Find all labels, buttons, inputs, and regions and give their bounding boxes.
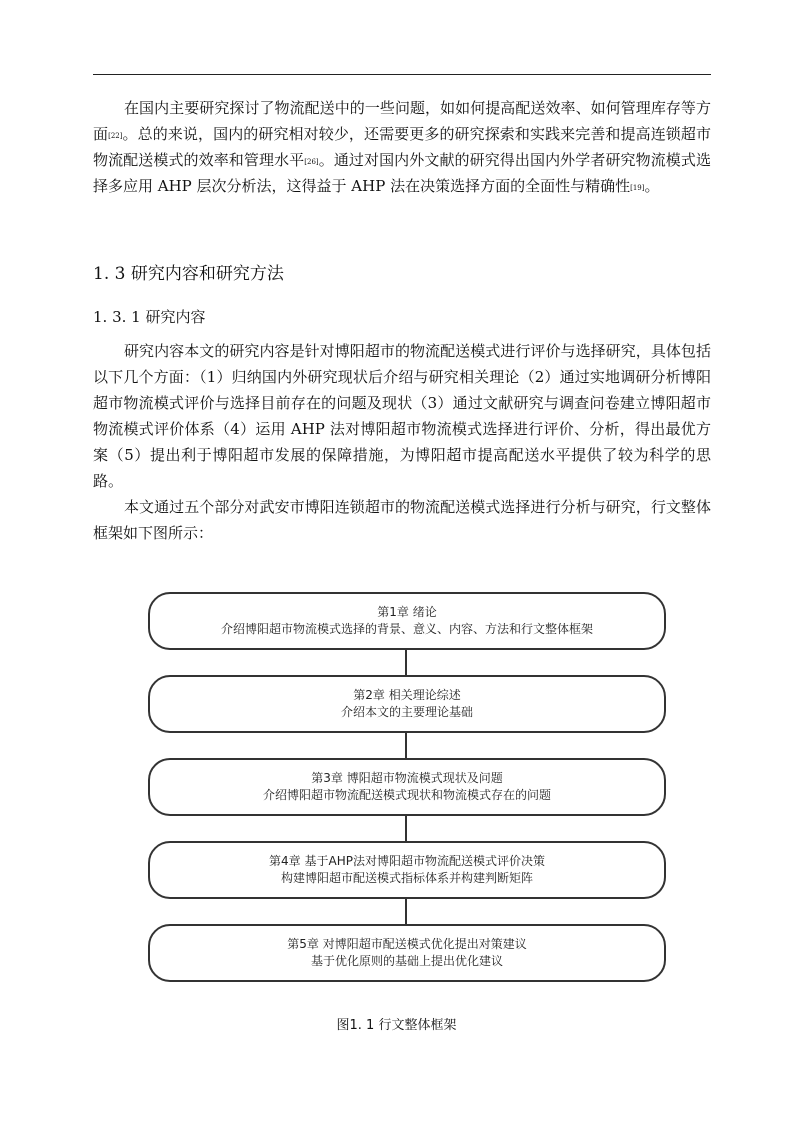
citation-26: [26] xyxy=(304,158,319,166)
chapter-2-title: 第2章 相关理论综述 xyxy=(353,688,461,702)
chapter-5-box xyxy=(148,924,666,982)
chapter-1-box xyxy=(148,592,666,650)
connector-2-3 xyxy=(405,733,407,758)
chapter-3-desc: 介绍博阳超市物流配送模式现状和物流模式存在的问题 xyxy=(262,788,551,802)
chapter-2-box xyxy=(148,675,666,733)
connector-4-5 xyxy=(405,899,407,924)
subsection-heading: 1. 3. 1 研究内容 xyxy=(93,308,206,326)
chapter-4-desc: 构建博阳超市配送模式指标体系并构建判断矩阵 xyxy=(280,871,533,885)
research-content-paragraph: 研究内容本文的研究内容是针对博阳超市的物流配送模式进行评价与选择研究，具体包括以下几个方面：（1）归纳国内外研究现状后介绍与研究相关理论（2）通过实地调研分析博阳超市物流模式评价与选择目前存在的问题及现状（3）通过文献研究与调查问卷建立博阳超市物流模式评价体系（4）运用 AHP 法对博阳超市物流模式选择进行评价、分析，得出最优方案（5）提出利于博阳超市发展的保障措施，为博阳超市提高配送水平提供了较为科学的思路。 xyxy=(93,342,711,490)
connector-1-2 xyxy=(405,650,407,675)
chapter-5-title: 第5章 对博阳超市配送模式优化提出对策建议 xyxy=(287,937,527,951)
chapter-5-desc: 基于优化原则的基础上提出优化建议 xyxy=(310,954,503,968)
chapter-4-box xyxy=(148,841,666,899)
chapter-4-title: 第4章 基于AHP法对博阳超市物流配送模式评价决策 xyxy=(269,854,545,868)
header-rule xyxy=(93,74,711,75)
section-heading: 1. 3 研究内容和研究方法 xyxy=(93,264,284,284)
connector-3-4 xyxy=(405,816,407,841)
framework-intro-paragraph: 本文通过五个部分对武安市博阳连锁超市的物流配送模式选择进行分析与研究，行文整体框架如下图所示： xyxy=(93,498,711,542)
chapter-2-desc: 介绍本文的主要理论基础 xyxy=(340,705,473,719)
intro-paragraph: 在国内主要研究探讨了物流配送中的一些问题，如如何提高配送效率、如何管理库存等方面[22]。总的来说，国内的研究相对较少，还需要更多的研究探索和实践来完善和提高连锁超市物流配送模式的效率和管理水平[26]。通过对国内外文献的研究得出国内外学者研究物流模式选择多应用 AHP 层次分析法，这得益于 AHP 法在决策选择方面的全面性与精确性[19]。 xyxy=(93,99,711,195)
chapter-3-box xyxy=(148,758,666,816)
citation-22: [22] xyxy=(108,132,123,140)
citation-19: [19] xyxy=(630,184,645,192)
chapter-1-title: 第1章 绪论 xyxy=(377,605,437,619)
chapter-3-title: 第3章 博阳超市物流模式现状及问题 xyxy=(311,771,503,785)
chapter-1-desc: 介绍博阳超市物流模式选择的背景、意义、内容、方法和行文整体框架 xyxy=(220,622,593,636)
figure-caption: 图1. 1 行文整体框架 xyxy=(336,1018,457,1033)
